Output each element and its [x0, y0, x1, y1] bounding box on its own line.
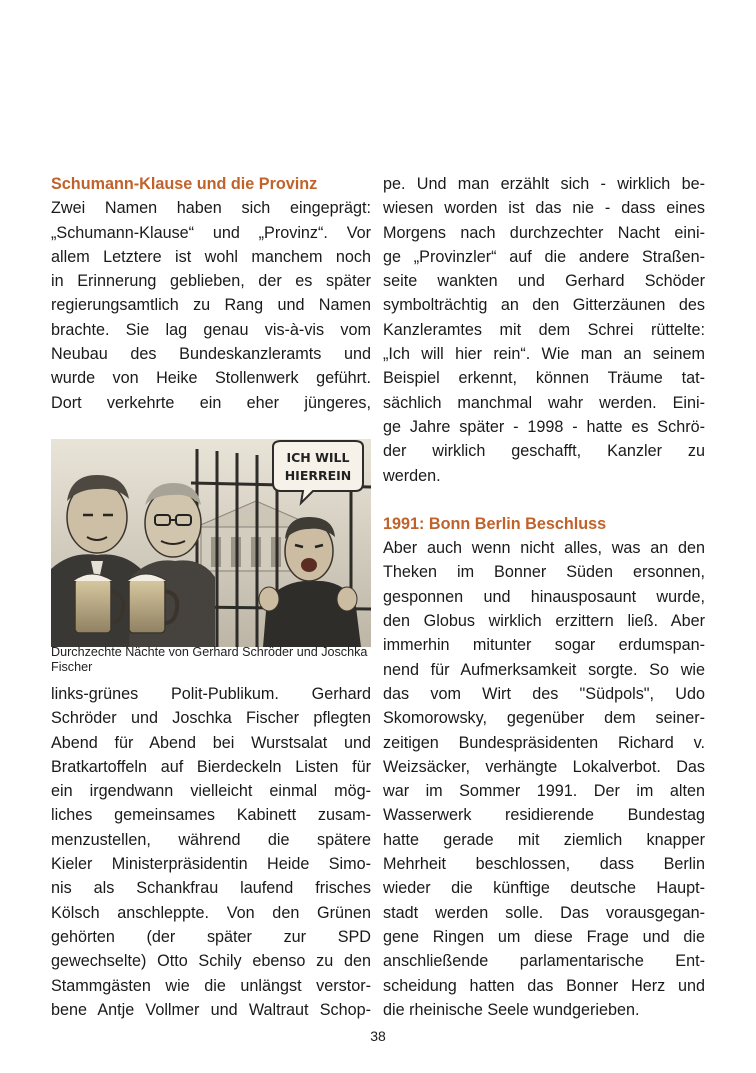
- paragraph-right-continuation: [383, 172, 705, 488]
- text-line: symbolträchtig an den Gitterzäunen des: [383, 296, 705, 315]
- text-line: werden.: [383, 466, 441, 485]
- text-line: Theken im Bonner Süden ersonnen,: [383, 563, 705, 582]
- text-line: der wirklich geschafft, Kanzler zu: [383, 442, 705, 461]
- paragraph-left-top: [51, 196, 371, 415]
- section-gap: [383, 488, 705, 512]
- text-line: sächlich manchmal wahr werden. Eini-: [383, 393, 705, 412]
- left-column-top: [51, 172, 371, 415]
- text-line: war im Sommer 1991. Der im alten: [383, 782, 705, 801]
- text-line: nend für Aufmerksamkeit sorgte. So wie: [383, 660, 705, 679]
- speech-bubble-text-1: ICH WILL: [286, 450, 350, 465]
- page-number: 38: [370, 1028, 386, 1044]
- text-line: Abend für Abend bei Wurstsalat und: [51, 733, 371, 752]
- text-line: Kölsch anschleppte. Von den Grünen: [51, 903, 371, 922]
- text-line: Stammgästen wie die unlängst verstor-: [51, 976, 371, 995]
- text-line: anschließende parlamentarische Ent-: [383, 952, 705, 971]
- text-line: wurde von Heike Stollenwerk geführt.: [51, 369, 371, 388]
- text-line: in Erinnerung geblieben, der es später: [51, 272, 371, 291]
- text-line: Schröder und Joschka Fischer pflegten: [51, 709, 371, 728]
- section-heading-bonn-berlin: 1991: Bonn Berlin Beschluss: [383, 514, 607, 533]
- text-line: hatte gerade mit ziemlich knapper: [383, 830, 705, 849]
- text-line: gesponnen und hinausposaunt wurde,: [383, 587, 705, 606]
- paragraph-left-bottom: [51, 682, 371, 1022]
- text-line: ge „Provinzler“ auf die andere Straßen-: [383, 247, 705, 266]
- text-line: gene Ringen um diese Frage und die: [383, 927, 705, 946]
- text-line: den Globus wirklich erzittern ließ. Aber: [383, 612, 705, 631]
- text-line: Bratkartoffeln auf Bierdeckeln Listen für: [51, 757, 371, 776]
- text-line: Dort verkehrte ein eher jüngeres,: [51, 393, 371, 412]
- text-line: links-grünes Polit-Publikum. Gerhard: [51, 685, 371, 703]
- text-line: „Ich will hier rein“. Wie man an seinem: [383, 345, 705, 364]
- left-column-bottom: [51, 682, 371, 1022]
- right-column: [383, 172, 705, 1022]
- text-line: wieder die künftige deutsche Haupt-: [383, 879, 705, 898]
- text-line: gewechselte) Otto Schily ebenso zu den: [51, 952, 371, 971]
- text-line: brachte. Sie lag genau vis-à-vis vom: [51, 320, 371, 339]
- text-line: nis als Schankfrau laufend frisches: [51, 879, 371, 898]
- text-line: seite wankten und Gerhard Schöder: [383, 272, 705, 291]
- text-line: allem Letztere ist wohl manchem noch: [51, 247, 371, 266]
- text-line: Neubau des Bundeskanzleramts und: [51, 345, 371, 364]
- paragraph-bonn-berlin: [383, 536, 705, 1022]
- text-line: regierungsamtlich zu Rang und Namen: [51, 296, 371, 315]
- text-line: liches gemeinsames Kabinett zusam-: [51, 806, 371, 825]
- text-line: immerhin mitunter sogar erdumspan-: [383, 636, 705, 655]
- text-line: Zwei Namen haben sich eingeprägt:: [51, 199, 371, 218]
- text-line: bene Antje Vollmer und Waltraut Schop-: [51, 1000, 371, 1019]
- text-line: Mehrheit beschlossen, dass Berlin: [383, 855, 705, 874]
- text-line: Kanzleramtes mit dem Schrei rüttelte:: [383, 320, 705, 339]
- text-line: Beispiel erkennt, können Träume tat-: [383, 369, 705, 388]
- text-line: Kieler Ministerpräsidentin Heide Simo-: [51, 855, 371, 874]
- text-line: Weizsäcker, verhängte Lokalverbot. Das: [383, 757, 705, 776]
- text-line: menzustellen, während die spätere: [51, 830, 371, 849]
- text-line: Aber auch wenn nicht alles, was an den: [383, 539, 705, 558]
- text-line: wiesen worden ist das nie - dass eines: [383, 199, 705, 218]
- text-line: Morgens nach durchzechter Nacht eini-: [383, 223, 705, 242]
- speech-bubble-text-2: HIERREIN: [284, 468, 352, 483]
- text-line: Wasserwerk residierende Bundestag: [383, 806, 705, 825]
- section-heading-schumann-klause: Schumann-Klause und die Provinz: [51, 175, 318, 193]
- figure-caption: Durchzechte Nächte von Gerhard Schröder und Joschka Fischer: [51, 645, 368, 674]
- text-line: die rheinische Seele wundgerieben.: [383, 1000, 640, 1019]
- text-line: „Schumann-Klause“ und „Provinz“. Vor: [51, 223, 371, 242]
- text-line: stadt werden solle. Das vorausgegan-: [383, 903, 705, 922]
- text-line: zeitigen Bundespräsidenten Richard v.: [383, 733, 705, 752]
- text-line: gehörten (der später zur SPD: [51, 927, 371, 946]
- text-line: ge Jahre später - 1998 - hatte es Schrö-: [383, 417, 705, 436]
- text-line: pe. Und man erzählt sich - wirklich be-: [383, 175, 705, 193]
- text-line: das vom Wirt des "Südpols", Udo: [383, 684, 705, 703]
- text-line: ein irgendwann vielleicht einmal mög-: [51, 782, 371, 801]
- illustration-cartoon: [51, 439, 371, 647]
- text-line: scheidung hatten das Bonner Herz und: [383, 976, 705, 995]
- text-line: Skomorowsky, gegenüber dem seiner-: [383, 709, 705, 728]
